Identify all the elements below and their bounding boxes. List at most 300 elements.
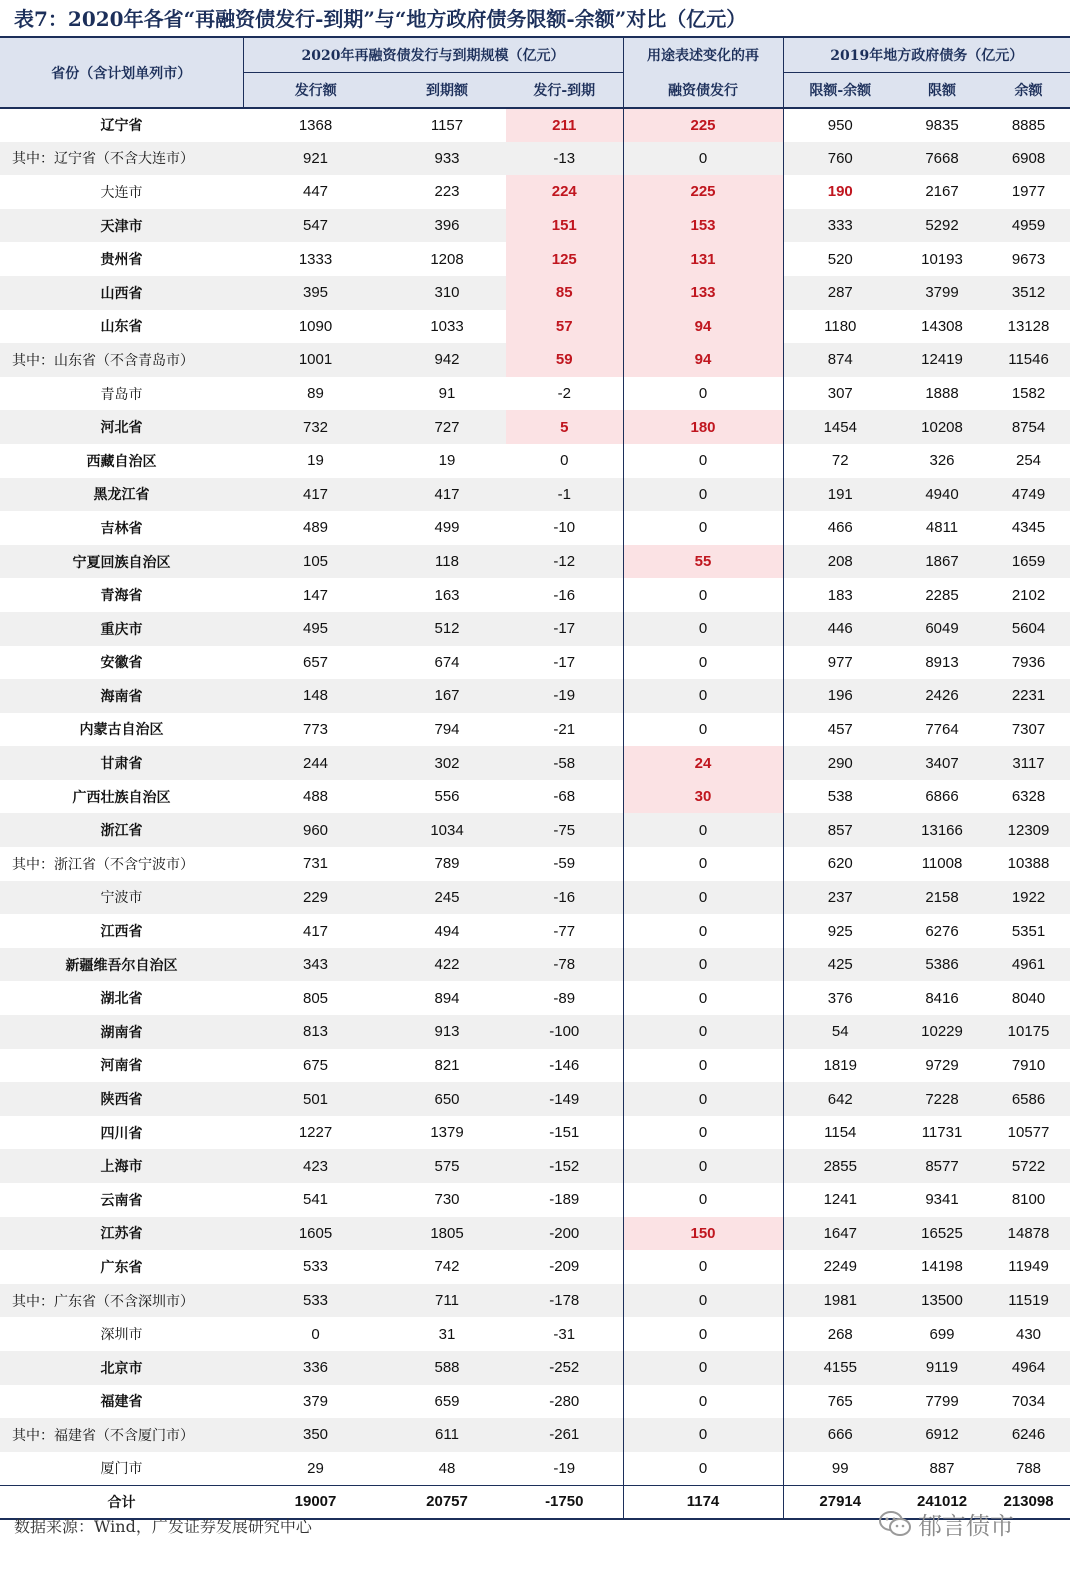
header-limit: 限额 xyxy=(897,73,987,109)
cell-mature: 659 xyxy=(434,1392,460,1410)
cell-gap: 765 xyxy=(783,1385,897,1419)
row-name: 吉林省 xyxy=(100,520,143,537)
row-name: 内蒙古自治区 xyxy=(79,722,164,739)
cell-limit: 9729 xyxy=(925,1056,959,1074)
cell-issue: 447 xyxy=(302,183,329,201)
cell-issue: 395 xyxy=(302,284,329,302)
cell-diff: -16 xyxy=(553,888,576,906)
cell-limit: 7764 xyxy=(925,720,959,738)
cell-issue: 547 xyxy=(302,217,329,235)
cell-mature: 512 xyxy=(434,620,460,638)
table-row xyxy=(0,713,1070,747)
cell-diff: -75 xyxy=(553,821,576,839)
cell-diff: 57 xyxy=(506,310,623,344)
row-name: 浙江省 xyxy=(100,823,143,840)
cell-diff: -10 xyxy=(553,519,576,537)
cell-mature: 588 xyxy=(434,1359,460,1377)
cell-limit: 7799 xyxy=(925,1392,959,1410)
total-cell: 241012 xyxy=(916,1493,968,1511)
watermark-text: 郁言债市 xyxy=(918,1512,1014,1540)
cell-issue: 417 xyxy=(302,922,329,940)
cell-gap: 1819 xyxy=(783,1049,897,1083)
cell-gap: 857 xyxy=(783,813,897,847)
cell-usage: 94 xyxy=(623,343,783,377)
cell-gap: 1241 xyxy=(783,1183,897,1217)
row-name: 深圳市 xyxy=(100,1327,143,1344)
cell-mature: 19 xyxy=(438,452,456,470)
cell-limit: 10193 xyxy=(921,250,963,268)
cell-issue: 0 xyxy=(311,1325,320,1343)
cell-diff: 125 xyxy=(506,242,623,276)
cell-issue: 19 xyxy=(307,452,324,470)
table-row xyxy=(0,1149,1070,1183)
cell-mature: 118 xyxy=(435,553,459,571)
row-name: 贵州省 xyxy=(100,252,143,269)
cell-issue: 229 xyxy=(302,888,329,906)
row-name: 青岛市 xyxy=(100,386,143,403)
table-row xyxy=(0,780,1070,814)
table-row xyxy=(0,343,1070,377)
cell-limit: 11008 xyxy=(921,855,963,873)
cell-diff: -151 xyxy=(549,1124,580,1142)
cell-diff: -152 xyxy=(549,1157,580,1175)
table-row xyxy=(0,948,1070,982)
cell-gap: 290 xyxy=(783,746,897,780)
cell-diff: -2 xyxy=(557,385,571,403)
row-name: 黑龙江省 xyxy=(93,487,150,504)
cell-usage: 0 xyxy=(623,1049,783,1083)
cell-mature: 1805 xyxy=(430,1224,464,1242)
cell-limit: 6276 xyxy=(925,922,959,940)
total-label: 合计 xyxy=(107,1494,136,1511)
row-name: 广东省 xyxy=(100,1259,143,1276)
cell-usage: 0 xyxy=(623,578,783,612)
table-row xyxy=(0,981,1070,1015)
table-row xyxy=(0,108,1070,142)
cell-limit: 1888 xyxy=(925,385,959,403)
cell-diff: -200 xyxy=(549,1224,580,1242)
cell-balance: 2102 xyxy=(1011,586,1046,604)
cell-balance: 4749 xyxy=(1011,485,1046,503)
row-name: 其中：辽宁省（不含大连市） xyxy=(12,151,194,168)
cell-issue: 675 xyxy=(302,1056,329,1074)
cell-balance: 10577 xyxy=(1007,1124,1050,1142)
cell-balance: 4345 xyxy=(1011,519,1046,537)
row-name: 陕西省 xyxy=(100,1092,143,1109)
cell-usage: 0 xyxy=(623,1317,783,1351)
row-name: 天津市 xyxy=(100,218,143,235)
cell-mature: 396 xyxy=(434,217,460,235)
cell-usage: 180 xyxy=(623,410,783,444)
cell-issue: 1227 xyxy=(298,1124,333,1142)
cell-diff: -68 xyxy=(553,788,576,806)
row-name: 辽宁省 xyxy=(100,118,143,135)
total-cell: 213098 xyxy=(1003,1493,1054,1511)
cell-balance: 5351 xyxy=(1011,922,1046,940)
table-row xyxy=(0,1452,1070,1486)
cell-issue: 1368 xyxy=(298,116,333,134)
cell-balance: 1582 xyxy=(1011,385,1046,403)
header-issue: 发行额 xyxy=(243,73,388,109)
cell-limit: 2426 xyxy=(925,687,959,705)
cell-usage: 0 xyxy=(623,1149,783,1183)
cell-diff: 85 xyxy=(506,276,623,310)
table-caption: 表7：2020年各省“再融资债发行-到期”与“地方政府债务限额-余额”对比（亿元） xyxy=(14,7,747,31)
cell-limit: 1867 xyxy=(925,553,959,571)
cell-diff: -100 xyxy=(549,1023,580,1041)
cell-issue: 773 xyxy=(302,720,329,738)
total-cell: 27914 xyxy=(783,1485,897,1519)
table-row xyxy=(0,377,1070,411)
row-name: 厦门市 xyxy=(100,1461,143,1478)
cell-balance: 11519 xyxy=(1008,1292,1049,1310)
row-name: 其中：浙江省（不含宁波市） xyxy=(12,856,194,873)
cell-issue: 489 xyxy=(302,519,329,537)
cell-balance: 11546 xyxy=(1008,351,1049,369)
cell-gap: 1454 xyxy=(783,410,897,444)
cell-issue: 89 xyxy=(307,385,324,403)
cell-balance: 10175 xyxy=(1007,1023,1050,1041)
cell-gap: 208 xyxy=(783,545,897,579)
cell-usage: 0 xyxy=(623,377,783,411)
table-row xyxy=(0,478,1070,512)
cell-balance: 13128 xyxy=(1007,317,1050,335)
cell-gap: 190 xyxy=(783,175,897,209)
cell-limit: 12419 xyxy=(921,351,963,369)
cell-mature: 727 xyxy=(434,418,460,436)
total-cell: 19007 xyxy=(294,1493,337,1511)
cell-usage: 0 xyxy=(623,679,783,713)
cell-usage: 0 xyxy=(623,1183,783,1217)
row-name: 江苏省 xyxy=(100,1226,143,1243)
cell-gap: 425 xyxy=(783,948,897,982)
table-row xyxy=(0,914,1070,948)
cell-diff: -280 xyxy=(549,1392,580,1410)
cell-issue: 1090 xyxy=(298,317,333,335)
cell-gap: 925 xyxy=(783,914,897,948)
cell-mature: 650 xyxy=(434,1090,460,1108)
cell-mature: 499 xyxy=(434,519,460,537)
cell-limit: 9119 xyxy=(925,1359,959,1377)
cell-gap: 191 xyxy=(783,478,897,512)
cell-gap: 977 xyxy=(783,646,897,680)
cell-gap: 268 xyxy=(783,1317,897,1351)
cell-limit: 2158 xyxy=(925,888,959,906)
table-row xyxy=(0,813,1070,847)
cell-usage: 0 xyxy=(623,948,783,982)
cell-gap: 446 xyxy=(783,612,897,646)
cell-issue: 813 xyxy=(302,1023,329,1041)
cell-issue: 1333 xyxy=(298,250,333,268)
row-name: 其中：福建省（不含厦门市） xyxy=(12,1427,194,1444)
cell-gap: 4155 xyxy=(783,1351,897,1385)
cell-gap: 183 xyxy=(783,578,897,612)
table-row xyxy=(0,847,1070,881)
cell-usage: 225 xyxy=(623,175,783,209)
cell-limit: 8416 xyxy=(925,989,959,1007)
cell-diff: -31 xyxy=(553,1325,576,1343)
cell-usage: 0 xyxy=(623,847,783,881)
cell-issue: 533 xyxy=(302,1292,329,1310)
cell-balance: 12309 xyxy=(1007,821,1050,839)
row-name: 山西省 xyxy=(100,285,143,302)
cell-diff: -78 xyxy=(553,956,576,974)
cell-limit: 2285 xyxy=(925,586,959,604)
cell-issue: 501 xyxy=(302,1090,329,1108)
cell-issue: 1001 xyxy=(298,351,333,369)
cell-limit: 9341 xyxy=(925,1191,959,1209)
cell-usage: 55 xyxy=(623,545,783,579)
cell-balance: 430 xyxy=(1016,1325,1042,1343)
cell-issue: 29 xyxy=(307,1459,324,1477)
cell-limit: 2167 xyxy=(925,183,959,201)
cell-limit: 3799 xyxy=(925,284,959,302)
row-name: 其中：山东省（不含青岛市） xyxy=(12,352,194,369)
table-row xyxy=(0,881,1070,915)
table-row xyxy=(0,410,1070,444)
cell-diff: 224 xyxy=(506,175,623,209)
table-row xyxy=(0,1183,1070,1217)
cell-limit: 326 xyxy=(929,452,955,470)
cell-usage: 0 xyxy=(623,1284,783,1318)
cell-balance: 11949 xyxy=(1008,1258,1049,1276)
cell-issue: 541 xyxy=(302,1191,329,1209)
cell-limit: 8577 xyxy=(925,1157,959,1175)
cell-usage: 0 xyxy=(623,1116,783,1150)
table-row xyxy=(0,444,1070,478)
table-row xyxy=(0,1317,1070,1351)
cell-usage: 133 xyxy=(623,276,783,310)
cell-gap: 520 xyxy=(783,242,897,276)
cell-gap: 72 xyxy=(783,444,897,478)
cell-balance: 1922 xyxy=(1011,888,1046,906)
cell-diff: -58 xyxy=(553,754,576,772)
cell-mature: 1157 xyxy=(430,116,464,134)
cell-usage: 0 xyxy=(623,1015,783,1049)
cell-diff: -17 xyxy=(553,620,576,638)
header-group-usage-line1: 用途表述变化的再 xyxy=(623,37,783,73)
cell-issue: 350 xyxy=(302,1426,329,1444)
cell-issue: 488 xyxy=(302,788,329,806)
cell-balance: 788 xyxy=(1016,1459,1042,1477)
row-name: 西藏自治区 xyxy=(86,453,157,470)
cell-usage: 0 xyxy=(623,1418,783,1452)
cell-usage: 0 xyxy=(623,1250,783,1284)
cell-mature: 1033 xyxy=(430,317,464,335)
cell-usage: 30 xyxy=(623,780,783,814)
row-name: 江西省 xyxy=(100,924,143,941)
cell-mature: 575 xyxy=(434,1157,460,1175)
row-name: 安徽省 xyxy=(100,655,143,672)
cell-balance: 7034 xyxy=(1011,1392,1046,1410)
table-row xyxy=(0,1049,1070,1083)
cell-usage: 0 xyxy=(623,444,783,478)
table-body xyxy=(0,108,1070,1519)
table-row xyxy=(0,612,1070,646)
cell-mature: 91 xyxy=(438,385,456,403)
cell-diff: 211 xyxy=(506,108,623,142)
total-cell: -1750 xyxy=(545,1493,584,1511)
cell-usage: 0 xyxy=(623,1452,783,1486)
cell-gap: 99 xyxy=(783,1452,897,1486)
cell-balance: 6246 xyxy=(1011,1426,1046,1444)
cell-mature: 933 xyxy=(434,149,460,167)
cell-limit: 13500 xyxy=(921,1292,963,1310)
row-name: 广西壮族自治区 xyxy=(72,789,171,806)
cell-issue: 657 xyxy=(302,653,329,671)
cell-limit: 14198 xyxy=(921,1258,963,1276)
header-group-usage-line2: 融资债发行 xyxy=(623,73,783,109)
cell-limit: 5292 xyxy=(925,217,959,235)
cell-issue: 417 xyxy=(302,485,329,503)
cell-mature: 789 xyxy=(434,855,460,873)
header-balance: 余额 xyxy=(987,73,1070,109)
cell-usage: 0 xyxy=(623,914,783,948)
cell-issue: 105 xyxy=(302,553,329,571)
cell-usage: 0 xyxy=(623,1385,783,1419)
cell-usage: 24 xyxy=(623,746,783,780)
cell-gap: 1647 xyxy=(783,1217,897,1251)
cell-diff: -77 xyxy=(553,922,576,940)
cell-issue: 731 xyxy=(302,855,329,873)
table-row xyxy=(0,1250,1070,1284)
table-row xyxy=(0,242,1070,276)
cell-mature: 422 xyxy=(434,956,460,974)
row-name: 新疆维吾尔自治区 xyxy=(65,957,178,974)
cell-issue: 148 xyxy=(302,687,329,705)
header-mature: 到期额 xyxy=(388,73,506,109)
cell-diff: -189 xyxy=(549,1191,580,1209)
cell-issue: 805 xyxy=(302,989,329,1007)
cell-gap: 307 xyxy=(783,377,897,411)
cell-limit: 13166 xyxy=(921,821,963,839)
cell-issue: 336 xyxy=(302,1359,329,1377)
cell-balance: 8885 xyxy=(1011,116,1046,134)
cell-limit: 16525 xyxy=(921,1224,963,1242)
total-cell: 1174 xyxy=(623,1485,783,1519)
cell-issue: 533 xyxy=(302,1258,329,1276)
cell-usage: 0 xyxy=(623,713,783,747)
cell-mature: 48 xyxy=(438,1459,456,1477)
cell-balance: 8754 xyxy=(1011,418,1046,436)
table-row xyxy=(0,1082,1070,1116)
cell-gap: 620 xyxy=(783,847,897,881)
cell-mature: 163 xyxy=(434,586,460,604)
cell-limit: 14308 xyxy=(921,317,963,335)
cell-limit: 7668 xyxy=(925,149,959,167)
cell-diff: 5 xyxy=(506,410,623,444)
table-row xyxy=(0,175,1070,209)
cell-usage: 0 xyxy=(623,511,783,545)
cell-usage: 0 xyxy=(623,646,783,680)
cell-mature: 245 xyxy=(434,888,460,906)
row-name: 大连市 xyxy=(100,184,143,201)
watermark xyxy=(878,1506,1014,1541)
cell-balance: 7910 xyxy=(1011,1056,1046,1074)
cell-diff: -17 xyxy=(553,653,576,671)
cell-balance: 9673 xyxy=(1011,250,1046,268)
cell-limit: 11731 xyxy=(921,1124,963,1142)
cell-balance: 5722 xyxy=(1011,1157,1046,1175)
cell-balance: 10388 xyxy=(1007,855,1050,873)
cell-limit: 699 xyxy=(929,1325,955,1343)
table-row xyxy=(0,511,1070,545)
cell-usage: 0 xyxy=(623,478,783,512)
cell-mature: 1208 xyxy=(430,250,464,268)
cell-mature: 31 xyxy=(438,1325,456,1343)
cell-balance: 7307 xyxy=(1011,720,1046,738)
cell-gap: 2855 xyxy=(783,1149,897,1183)
cell-usage: 94 xyxy=(623,310,783,344)
cell-gap: 466 xyxy=(783,511,897,545)
cell-limit: 7228 xyxy=(925,1090,959,1108)
cell-issue: 147 xyxy=(302,586,329,604)
cell-diff: 0 xyxy=(560,452,569,470)
cell-mature: 1379 xyxy=(430,1124,464,1142)
table-row xyxy=(0,1116,1070,1150)
cell-balance: 14878 xyxy=(1007,1224,1050,1242)
cell-usage: 0 xyxy=(623,142,783,176)
cell-usage: 153 xyxy=(623,209,783,243)
cell-mature: 894 xyxy=(434,989,460,1007)
table-row xyxy=(0,142,1070,176)
cell-limit: 6912 xyxy=(925,1426,959,1444)
cell-balance: 8100 xyxy=(1011,1191,1046,1209)
cell-mature: 913 xyxy=(434,1023,460,1041)
cell-limit: 4811 xyxy=(925,519,959,537)
cell-balance: 4959 xyxy=(1011,217,1046,235)
cell-limit: 10208 xyxy=(921,418,963,436)
row-name: 湖南省 xyxy=(100,1024,143,1041)
source-note: 数据来源：Wind，广发证券发展研究中心 xyxy=(14,1517,312,1536)
cell-usage: 131 xyxy=(623,242,783,276)
row-name: 上海市 xyxy=(100,1159,143,1176)
cell-mature: 794 xyxy=(434,720,460,738)
cell-issue: 379 xyxy=(302,1392,329,1410)
cell-balance: 6328 xyxy=(1011,788,1046,806)
cell-gap: 1154 xyxy=(783,1116,897,1150)
table-row xyxy=(0,1385,1070,1419)
cell-limit: 887 xyxy=(929,1459,955,1477)
cell-diff: -19 xyxy=(553,687,576,705)
cell-balance: 6586 xyxy=(1011,1090,1046,1108)
cell-mature: 556 xyxy=(434,788,460,806)
cell-issue: 423 xyxy=(302,1157,329,1175)
cell-gap: 196 xyxy=(783,679,897,713)
row-name: 河南省 xyxy=(100,1058,143,1075)
table-row xyxy=(0,578,1070,612)
cell-limit: 6049 xyxy=(925,620,959,638)
cell-limit: 5386 xyxy=(925,956,959,974)
cell-limit: 10229 xyxy=(921,1023,963,1041)
table-row xyxy=(0,679,1070,713)
row-name: 青海省 xyxy=(100,588,143,605)
row-name: 云南省 xyxy=(100,1192,143,1209)
cell-balance: 4961 xyxy=(1011,956,1046,974)
cell-diff: -261 xyxy=(549,1426,580,1444)
header-diff: 发行-到期 xyxy=(506,73,623,109)
cell-mature: 742 xyxy=(434,1258,460,1276)
table-row xyxy=(0,1418,1070,1452)
row-name: 北京市 xyxy=(100,1360,143,1377)
cell-gap: 376 xyxy=(783,981,897,1015)
debt-comparison-table xyxy=(0,36,1070,1520)
table-row xyxy=(0,746,1070,780)
table-row xyxy=(0,310,1070,344)
cell-mature: 730 xyxy=(434,1191,460,1209)
cell-diff: -19 xyxy=(553,1459,576,1477)
table-row xyxy=(0,545,1070,579)
